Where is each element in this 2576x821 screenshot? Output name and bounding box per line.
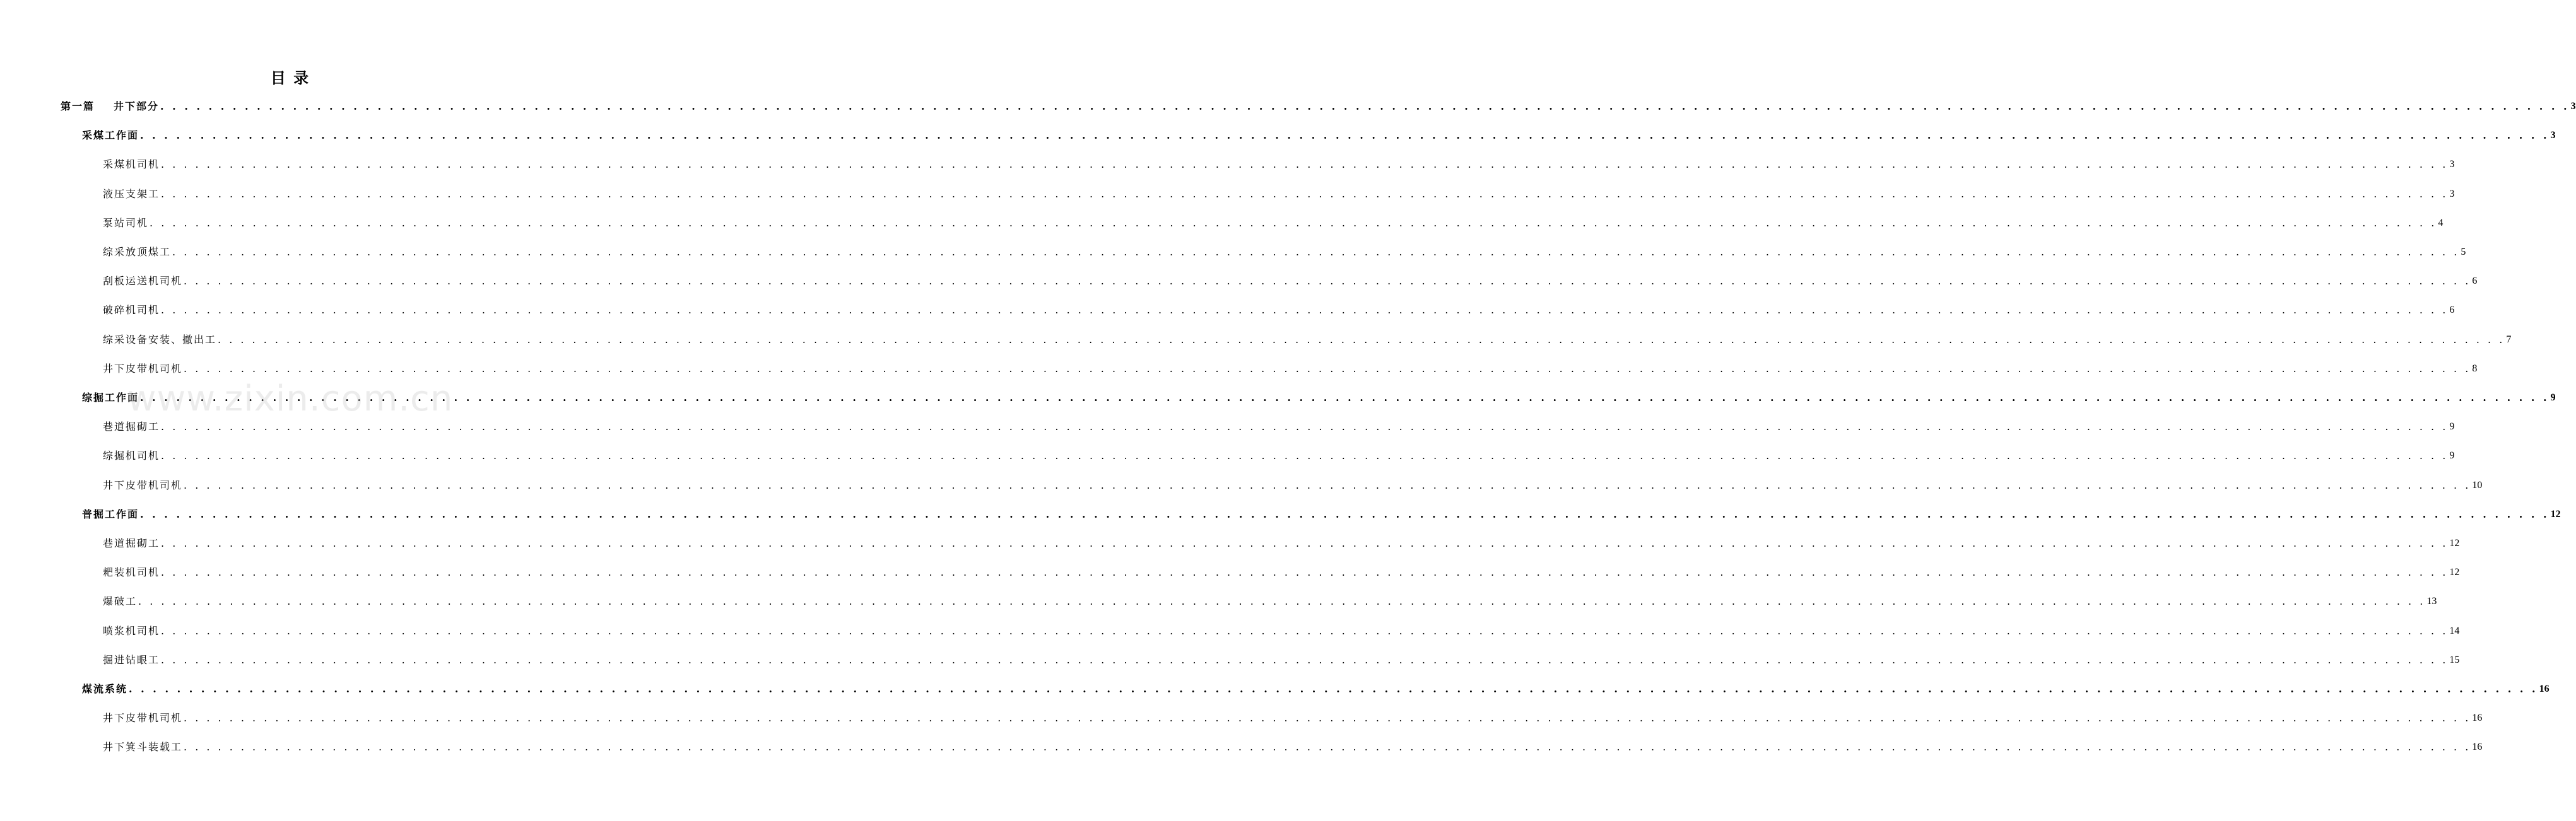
toc-dot-leader: . . . . . . . . . . . . . . . . . . . . . . . . . . . . . . . . . . . . . . . . . . . . . . . . . . . . . . . . . . . . . . . . . . . . . . . . . . . . . . . . . . . . . . . . . . . . . . . . . . . . . . . . . . . . . . . . . . . . . . . . . . . . . . . . . . . . . . . . . . . . . . . . . . . . . . . . . . . . . . . . . . . . . . . . . . . . . . . . . . . . . . . . . . . . . . . . . . . . . . . . xyxy=(184,275,2471,287)
toc-page-number: 13 xyxy=(2426,596,2437,607)
toc-item-entry[interactable] xyxy=(103,652,2460,667)
toc-entry-label: 喷浆机司机 xyxy=(103,625,160,637)
toc-item-entry[interactable] xyxy=(103,186,2455,201)
toc-entry-label: 破碎机司机 xyxy=(103,304,160,316)
toc-part-title: 井下部分 xyxy=(114,100,160,112)
toc-entry-label: 综掘工作面 xyxy=(82,392,139,404)
toc-page-number: 12 xyxy=(2550,509,2561,520)
toc-page-number: 10 xyxy=(2472,480,2483,491)
toc-page-number: 9 xyxy=(2449,450,2455,461)
toc-entry-label: 巷道掘砌工 xyxy=(103,421,160,433)
toc-item-entry[interactable] xyxy=(103,302,2455,317)
toc-dot-leader: . . . . . . . . . . . . . . . . . . . . . . . . . . . . . . . . . . . . . . . . . . . . . . . . . . . . . . . . . . . . . . . . . . . . . . . . . . . . . . . . . . . . . . . . . . . . . . . . . . . . . . . . . . . . . . . . . . . . . . . . . . . . . . . . . . . . . . . . . . . . . . . . . . . . . . . . . . . . . . . . . . . . . . . . . . . . . . . . . . . . . . . . . . . . . . . . . . . . . . . . xyxy=(172,246,2460,258)
toc-page-number: 12 xyxy=(2449,538,2460,549)
toc-entry-label: 普掘工作面 xyxy=(82,508,139,520)
toc-entry-label: 综采设备安装、撤出工 xyxy=(103,334,217,346)
toc-entry-label: 井下皮带机司机 xyxy=(103,712,183,724)
toc-item-entry[interactable] xyxy=(103,419,2455,434)
toc-page-number: 3 xyxy=(2550,130,2556,141)
toc-item-entry[interactable] xyxy=(103,332,2512,347)
toc-page-number: 3 xyxy=(2449,159,2455,170)
toc-section-entry[interactable] xyxy=(82,506,2561,521)
toc-entry-label: 泵站司机 xyxy=(103,217,149,229)
toc-page-number: 12 xyxy=(2449,567,2460,578)
toc-item-entry[interactable] xyxy=(103,739,2483,754)
toc-item-entry[interactable] xyxy=(103,623,2460,638)
toc-dot-leader: . . . . . . . . . . . . . . . . . . . . . . . . . . . . . . . . . . . . . . . . . . . . . . . . . . . . . . . . . . . . . . . . . . . . . . . . . . . . . . . . . . . . . . . . . . . . . . . . . . . . . . . . . . . . . . . . . . . . . . . . . . . . . . . . . . . . . . . . . . . . . . . . . . . . . . . . . . . . . . . . . . . . . . . . . . . . . . . . . . . . . . . . . . . . . . . . . . . . . . . . xyxy=(129,683,2538,695)
toc-item-entry[interactable] xyxy=(103,244,2466,259)
toc-page-number: 15 xyxy=(2449,655,2460,665)
toc-entry-label: 井下皮带机司机 xyxy=(103,479,183,491)
toc-item-entry[interactable] xyxy=(103,361,2478,376)
toc-page-number: 6 xyxy=(2472,276,2478,286)
toc-page-number: 16 xyxy=(2472,742,2483,752)
toc-section-entry[interactable] xyxy=(82,127,2556,143)
toc-item-entry[interactable] xyxy=(103,535,2460,550)
toc-section-entry[interactable] xyxy=(82,390,2556,405)
toc-page-number: 3 xyxy=(2570,101,2576,112)
toc-item-entry[interactable] xyxy=(103,448,2455,463)
toc-page-number: 7 xyxy=(2506,334,2512,345)
toc-dot-leader: . . . . . . . . . . . . . . . . . . . . . . . . . . . . . . . . . . . . . . . . . . . . . . . . . . . . . . . . . . . . . . . . . . . . . . . . . . . . . . . . . . . . . . . . . . . . . . . . . . . . . . . . . . . . . . . . . . . . . . . . . . . . . . . . . . . . . . . . . . . . . . . . . . . . . . . . . . . . . . . . . . . . . . . . . . . . . . . . . . . . . . . . . . . . . . . . . . . . . . . . xyxy=(161,537,2449,549)
toc-dot-leader: . . . . . . . . . . . . . . . . . . . . . . . . . . . . . . . . . . . . . . . . . . . . . . . . . . . . . . . . . . . . . . . . . . . . . . . . . . . . . . . . . . . . . . . . . . . . . . . . . . . . . . . . . . . . . . . . . . . . . . . . . . . . . . . . . . . . . . . . . . . . . . . . . . . . . . . . . . . . . . . . . . . . . . . . . . . . . . . . . . . . . . . . . . . . . . . . . . . . . . . . xyxy=(161,654,2449,666)
toc-page-number: 5 xyxy=(2461,247,2466,257)
toc-dot-leader: . . . . . . . . . . . . . . . . . . . . . . . . . . . . . . . . . . . . . . . . . . . . . . . . . . . . . . . . . . . . . . . . . . . . . . . . . . . . . . . . . . . . . . . . . . . . . . . . . . . . . . . . . . . . . . . . . . . . . . . . . . . . . . . . . . . . . . . . . . . . . . . . . . . . . . . . . . . . . . . . . . . . . . . . . . . . . . . . . . . . . . . . . . . . . . . . . . . . . . . . xyxy=(184,712,2471,724)
toc-dot-leader: . . . . . . . . . . . . . . . . . . . . . . . . . . . . . . . . . . . . . . . . . . . . . . . . . . . . . . . . . . . . . . . . . . . . . . . . . . . . . . . . . . . . . . . . . . . . . . . . . . . . . . . . . . . . . . . . . . . . . . . . . . . . . . . . . . . . . . . . . . . . . . . . . . . . . . . . . . . . . . . . . . . . . . . . . . . . . . . . . . . . . . . . . . . . . . . . . . . . . . . . xyxy=(161,625,2449,637)
toc-page-number: 8 xyxy=(2472,363,2478,374)
toc-title: 目 录 xyxy=(270,69,310,87)
toc-entry-label: 井下皮带机司机 xyxy=(103,363,183,375)
toc-entry-label: 采煤机司机 xyxy=(103,158,160,170)
toc-dot-leader: . . . . . . . . . . . . . . . . . . . . . . . . . . . . . . . . . . . . . . . . . . . . . . . . . . . . . . . . . . . . . . . . . . . . . . . . . . . . . . . . . . . . . . . . . . . . . . . . . . . . . . . . . . . . . . . . . . . . . . . . . . . . . . . . . . . . . . . . . . . . . . . . . . . . . . . . . . . . . . . . . . . . . . . . . . . . . . . . . . . . . . . . . . . . . . . . . . . . . . . . xyxy=(138,595,2426,607)
toc-entry-label: 煤流系统 xyxy=(82,683,128,695)
toc-item-entry[interactable] xyxy=(103,593,2437,608)
toc-entry-label: 爆破工 xyxy=(103,595,138,607)
toc-entry-label: 巷道掘砌工 xyxy=(103,537,160,549)
toc-dot-leader: . . . . . . . . . . . . . . . . . . . . . . . . . . . . . . . . . . . . . . . . . . . . . . . . . . . . . . . . . . . . . . . . . . . . . . . . . . . . . . . . . . . . . . . . . . . . . . . . . . . . . . . . . . . . . . . . . . . . . . . . . . . . . . . . . . . . . . . . . . . . . . . . . . . . . . . . . . . . . . . . . . . . . . . . . . . . . . . . . . . . . . . . . . . . . . . . . . . . . . . . xyxy=(161,421,2449,433)
toc-entry-label: 采煤工作面 xyxy=(82,129,139,141)
toc-dot-leader: . . . . . . . . . . . . . . . . . . . . . . . . . . . . . . . . . . . . . . . . . . . . . . . . . . . . . . . . . . . . . . . . . . . . . . . . . . . . . . . . . . . . . . . . . . . . . . . . . . . . . . . . . . . . . . . . . . . . . . . . . . . . . . . . . . . . . . . . . . . . . . . . . . . . . . . . . . . . . . . . . . . . . . . . . . . . . . . . . . . . . . . . . . . . . . . . . . . . . . . . xyxy=(218,334,2505,346)
toc-part-entry[interactable] xyxy=(61,98,2576,114)
toc-page-number: 6 xyxy=(2449,305,2455,315)
toc-page-number: 14 xyxy=(2449,626,2460,636)
toc-item-entry[interactable] xyxy=(103,273,2478,288)
toc-part-number: 第一篇 xyxy=(61,100,95,112)
toc-entry-label xyxy=(61,100,159,114)
toc-page-number: 4 xyxy=(2438,218,2444,228)
toc-section-entry[interactable] xyxy=(82,681,2550,696)
toc-item-entry[interactable] xyxy=(103,710,2483,725)
toc-entry-label: 刮板运送机司机 xyxy=(103,275,183,287)
toc-dot-leader: . . . . . . . . . . . . . . . . . . . . . . . . . . . . . . . . . . . . . . . . . . . . . . . . . . . . . . . . . . . . . . . . . . . . . . . . . . . . . . . . . . . . . . . . . . . . . . . . . . . . . . . . . . . . . . . . . . . . . . . . . . . . . . . . . . . . . . . . . . . . . . . . . . . . . . . . . . . . . . . . . . . . . . . . . . . . . . . . . . . . . . . . . . . . . . . . . . . . . . . . xyxy=(184,363,2471,375)
toc-item-entry[interactable] xyxy=(103,564,2460,579)
toc-dot-leader: . . . . . . . . . . . . . . . . . . . . . . . . . . . . . . . . . . . . . . . . . . . . . . . . . . . . . . . . . . . . . . . . . . . . . . . . . . . . . . . . . . . . . . . . . . . . . . . . . . . . . . . . . . . . . . . . . . . . . . . . . . . . . . . . . . . . . . . . . . . . . . . . . . . . . . . . . . . . . . . . . . . . . . . . . . . . . . . . . . . . . . . . . . . . . . . . . . . . . . . . xyxy=(140,508,2550,520)
toc-entry-label: 掘进钻眼工 xyxy=(103,654,160,666)
toc-entry-label: 综采放顶煤工 xyxy=(103,246,172,258)
toc-page-number: 3 xyxy=(2449,189,2455,199)
toc-page-number: 16 xyxy=(2539,684,2550,694)
toc-dot-leader: . . . . . . . . . . . . . . . . . . . . . . . . . . . . . . . . . . . . . . . . . . . . . . . . . . . . . . . . . . . . . . . . . . . . . . . . . . . . . . . . . . . . . . . . . . . . . . . . . . . . . . . . . . . . . . . . . . . . . . . . . . . . . . . . . . . . . . . . . . . . . . . . . . . . . . . . . . . . . . . . . . . . . . . . . . . . . . . . . . . . . . . . . . . . . . . . . . . . . . . . xyxy=(150,217,2437,229)
toc-dot-leader: . . . . . . . . . . . . . . . . . . . . . . . . . . . . . . . . . . . . . . . . . . . . . . . . . . . . . . . . . . . . . . . . . . . . . . . . . . . . . . . . . . . . . . . . . . . . . . . . . . . . . . . . . . . . . . . . . . . . . . . . . . . . . . . . . . . . . . . . . . . . . . . . . . . . . . . . . . . . . . . . . . . . . . . . . . . . . . . . . . . . . . . . . . . . . . . . . . . . . . . . xyxy=(140,129,2550,141)
toc-item-entry[interactable] xyxy=(103,477,2483,492)
toc-entry-label: 井下箕斗装载工 xyxy=(103,741,183,753)
toc-dot-leader: . . . . . . . . . . . . . . . . . . . . . . . . . . . . . . . . . . . . . . . . . . . . . . . . . . . . . . . . . . . . . . . . . . . . . . . . . . . . . . . . . . . . . . . . . . . . . . . . . . . . . . . . . . . . . . . . . . . . . . . . . . . . . . . . . . . . . . . . . . . . . . . . . . . . . . . . . . . . . . . . . . . . . . . . . . . . . . . . . . . . . . . . . . . . . . . . . . . . . . . . xyxy=(160,100,2570,112)
toc-item-entry[interactable] xyxy=(103,215,2444,230)
toc-dot-leader: . . . . . . . . . . . . . . . . . . . . . . . . . . . . . . . . . . . . . . . . . . . . . . . . . . . . . . . . . . . . . . . . . . . . . . . . . . . . . . . . . . . . . . . . . . . . . . . . . . . . . . . . . . . . . . . . . . . . . . . . . . . . . . . . . . . . . . . . . . . . . . . . . . . . . . . . . . . . . . . . . . . . . . . . . . . . . . . . . . . . . . . . . . . . . . . . . . . . . . . . xyxy=(184,479,2471,491)
toc-entry-label: 液压支架工 xyxy=(103,188,160,200)
toc-dot-leader: . . . . . . . . . . . . . . . . . . . . . . . . . . . . . . . . . . . . . . . . . . . . . . . . . . . . . . . . . . . . . . . . . . . . . . . . . . . . . . . . . . . . . . . . . . . . . . . . . . . . . . . . . . . . . . . . . . . . . . . . . . . . . . . . . . . . . . . . . . . . . . . . . . . . . . . . . . . . . . . . . . . . . . . . . . . . . . . . . . . . . . . . . . . . . . . . . . . . . . . . xyxy=(161,158,2449,170)
toc-entry-label: 综掘机司机 xyxy=(103,450,160,462)
toc-dot-leader: . . . . . . . . . . . . . . . . . . . . . . . . . . . . . . . . . . . . . . . . . . . . . . . . . . . . . . . . . . . . . . . . . . . . . . . . . . . . . . . . . . . . . . . . . . . . . . . . . . . . . . . . . . . . . . . . . . . . . . . . . . . . . . . . . . . . . . . . . . . . . . . . . . . . . . . . . . . . . . . . . . . . . . . . . . . . . . . . . . . . . . . . . . . . . . . . . . . . . . . . xyxy=(161,188,2449,200)
watermark: www.zixin.com.cn xyxy=(127,378,454,419)
toc-dot-leader: . . . . . . . . . . . . . . . . . . . . . . . . . . . . . . . . . . . . . . . . . . . . . . . . . . . . . . . . . . . . . . . . . . . . . . . . . . . . . . . . . . . . . . . . . . . . . . . . . . . . . . . . . . . . . . . . . . . . . . . . . . . . . . . . . . . . . . . . . . . . . . . . . . . . . . . . . . . . . . . . . . . . . . . . . . . . . . . . . . . . . . . . . . . . . . . . . . . . . . . . xyxy=(184,741,2471,753)
toc-page-number: 16 xyxy=(2472,713,2483,723)
toc-item-entry[interactable] xyxy=(103,156,2455,172)
toc-dot-leader: . . . . . . . . . . . . . . . . . . . . . . . . . . . . . . . . . . . . . . . . . . . . . . . . . . . . . . . . . . . . . . . . . . . . . . . . . . . . . . . . . . . . . . . . . . . . . . . . . . . . . . . . . . . . . . . . . . . . . . . . . . . . . . . . . . . . . . . . . . . . . . . . . . . . . . . . . . . . . . . . . . . . . . . . . . . . . . . . . . . . . . . . . . . . . . . . . . . . . . . . xyxy=(140,392,2550,404)
toc-page-number: 9 xyxy=(2449,421,2455,432)
toc-dot-leader: . . . . . . . . . . . . . . . . . . . . . . . . . . . . . . . . . . . . . . . . . . . . . . . . . . . . . . . . . . . . . . . . . . . . . . . . . . . . . . . . . . . . . . . . . . . . . . . . . . . . . . . . . . . . . . . . . . . . . . . . . . . . . . . . . . . . . . . . . . . . . . . . . . . . . . . . . . . . . . . . . . . . . . . . . . . . . . . . . . . . . . . . . . . . . . . . . . . . . . . . xyxy=(161,566,2449,578)
toc-page-number: 9 xyxy=(2550,392,2556,403)
toc-entry-label: 耙装机司机 xyxy=(103,566,160,578)
toc-dot-leader: . . . . . . . . . . . . . . . . . . . . . . . . . . . . . . . . . . . . . . . . . . . . . . . . . . . . . . . . . . . . . . . . . . . . . . . . . . . . . . . . . . . . . . . . . . . . . . . . . . . . . . . . . . . . . . . . . . . . . . . . . . . . . . . . . . . . . . . . . . . . . . . . . . . . . . . . . . . . . . . . . . . . . . . . . . . . . . . . . . . . . . . . . . . . . . . . . . . . . . . . xyxy=(161,304,2449,316)
toc-dot-leader: . . . . . . . . . . . . . . . . . . . . . . . . . . . . . . . . . . . . . . . . . . . . . . . . . . . . . . . . . . . . . . . . . . . . . . . . . . . . . . . . . . . . . . . . . . . . . . . . . . . . . . . . . . . . . . . . . . . . . . . . . . . . . . . . . . . . . . . . . . . . . . . . . . . . . . . . . . . . . . . . . . . . . . . . . . . . . . . . . . . . . . . . . . . . . . . . . . . . . . . . xyxy=(161,450,2449,462)
